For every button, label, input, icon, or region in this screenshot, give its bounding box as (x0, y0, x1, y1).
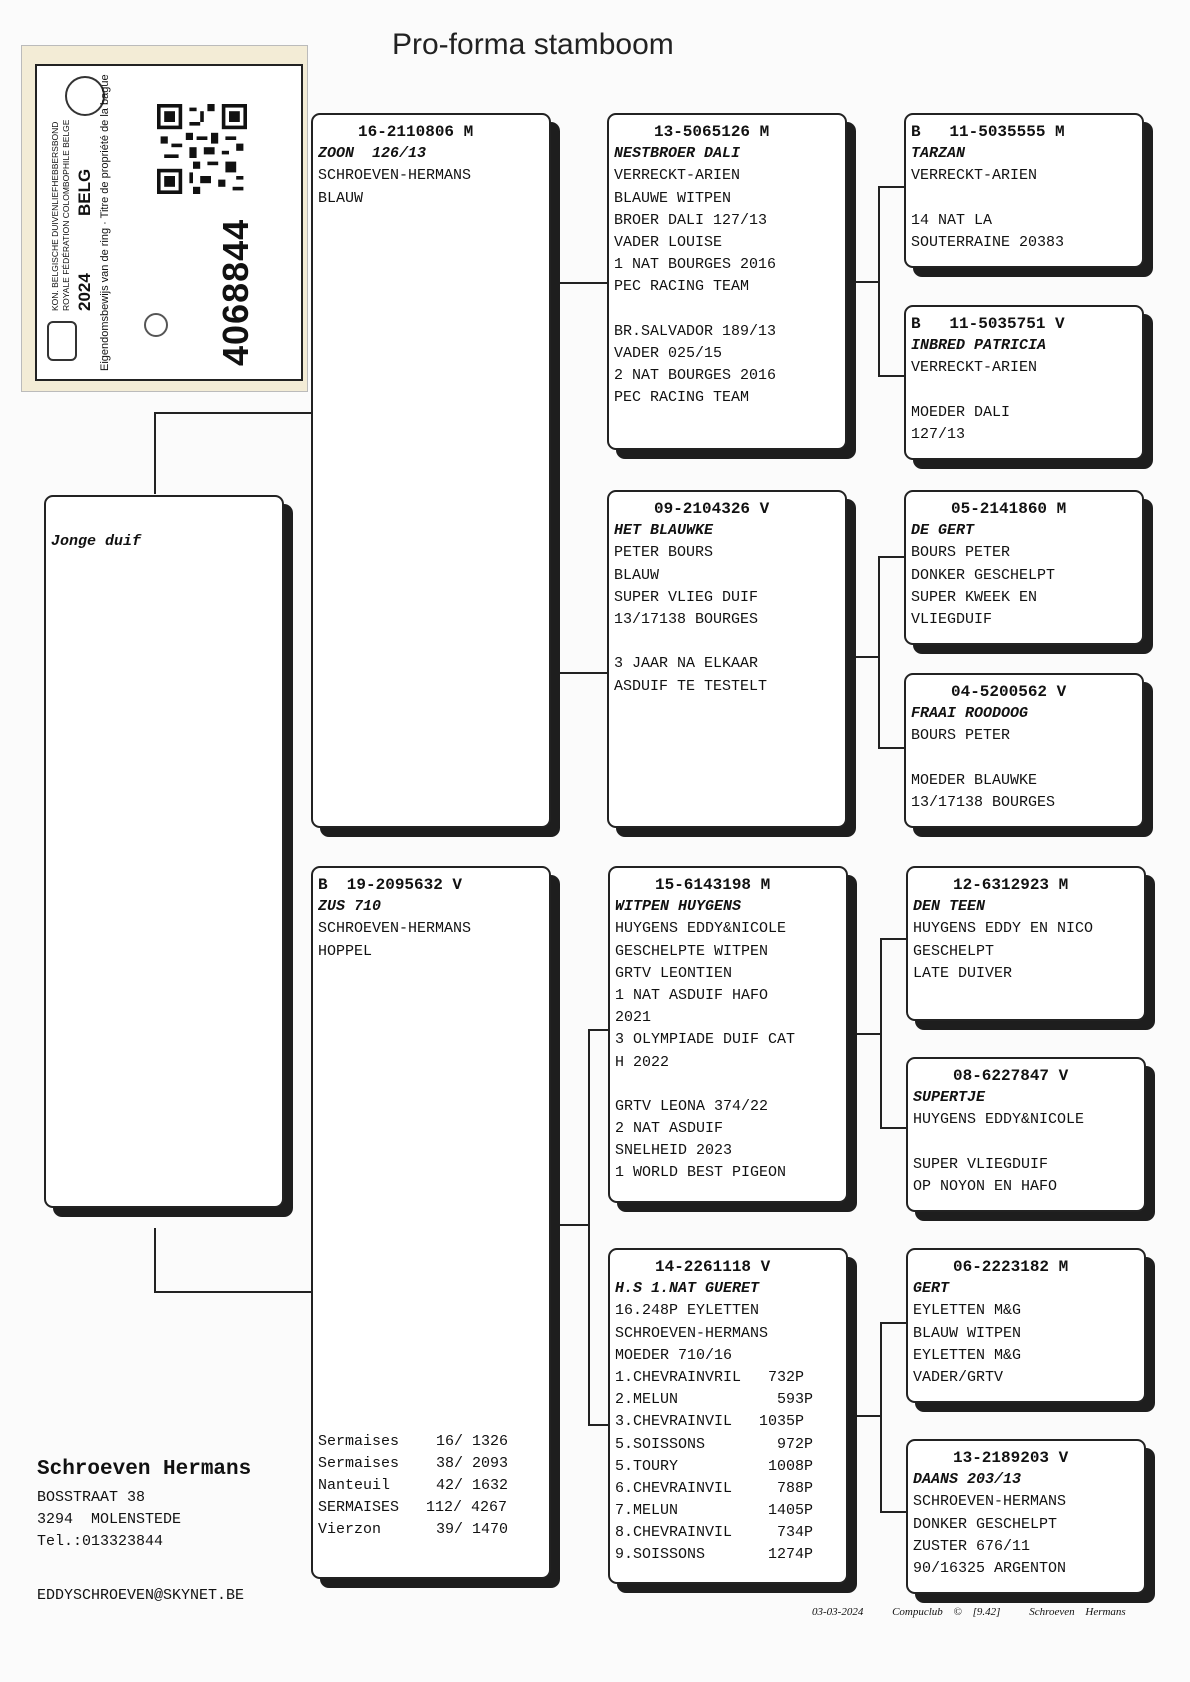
connector (556, 672, 608, 674)
info-line: 2.MELUN 593P (615, 1391, 814, 1409)
ring-number: B 11-5035555 M (911, 123, 1065, 141)
ring-card-inner (35, 64, 303, 381)
federation-name-nl: KON. BELGISCHE DUIVENLIEFHEBBERSBOND (50, 121, 60, 311)
info-line: 14 NAT LA (911, 211, 993, 229)
print-date: 03-03-2024 (812, 1606, 864, 1618)
info-line: EYLETTEN M&G (913, 1302, 1022, 1320)
connector (154, 412, 312, 414)
info-line: GESCHELPTE WITPEN (615, 942, 769, 960)
pigeon-name: HET BLAUWKE (614, 522, 714, 540)
breeder-street: BOSSTRAAT 38 (37, 1489, 146, 1506)
pigeon-name: H.S 1.NAT GUERET (615, 1280, 760, 1298)
info-line: 1 NAT BOURGES 2016 (614, 256, 777, 274)
info-line: 16.248P EYLETTEN (615, 1302, 760, 1320)
great-grandparent-card (906, 866, 1146, 1021)
info-line: 3 OLYMPIADE DUIF CAT (615, 1031, 796, 1049)
info-line: GRTV LEONTIEN (615, 964, 733, 982)
info-line: MOEDER BLAUWKE (911, 771, 1038, 789)
info-line: SCHROEVEN-HERMANS (615, 1324, 769, 1342)
great-grandparent-card (904, 113, 1144, 268)
info-line: SUPER VLIEG DUIF (614, 588, 759, 606)
breeder-email: EDDYSCHROEVEN@SKYNET.BE (37, 1587, 245, 1604)
pigeon-name: INBRED PATRICIA (911, 337, 1047, 355)
qr-code-icon (157, 104, 247, 194)
ring-number: B 19-2095632 V (318, 876, 463, 894)
software-credit: Compuclub © [9.42] (892, 1606, 1001, 1618)
info-line: 5.TOURY 1008P (615, 1457, 814, 1475)
ring-ownership-card (21, 45, 308, 392)
subject-label: Jonge duif (51, 533, 142, 550)
ring-number: 13-5065126 M (654, 123, 770, 141)
result-place: Vierzon (318, 1521, 382, 1538)
ring-country: BELG (75, 168, 94, 216)
info-line (911, 380, 1137, 402)
great-grandparent-card (906, 1057, 1146, 1212)
pigeon-name: NESTBROER DALI (614, 145, 741, 163)
info-line: HUYGENS EDDY&NICOLE (615, 920, 787, 938)
connector (854, 1415, 881, 1417)
info-line: HUYGENS EDDY&NICOLE (913, 1111, 1085, 1129)
info-line: ASDUIF TE TESTELT (614, 677, 768, 695)
great-grandparent-card (904, 305, 1144, 460)
info-line: 2 NAT ASDUIF (615, 1120, 724, 1138)
info-line: SUPER KWEEK EN (911, 588, 1038, 606)
info-line: 6.CHEVRAINVIL 788P (615, 1479, 814, 1497)
info-line: 3.CHEVRAINVIL 1035P (615, 1413, 805, 1431)
ring-number: 05-2141860 M (951, 500, 1067, 518)
result-score: 16/ 1326 (436, 1433, 509, 1450)
connector (878, 186, 904, 188)
info-line: ZUSTER 676/11 (913, 1537, 1031, 1555)
pigeon-name: ZOON 126/13 (318, 145, 427, 163)
connector (878, 747, 904, 749)
info-line: VERRECKT-ARIEN (614, 167, 741, 185)
info-line: 5.SOISSONS 972P (615, 1435, 814, 1453)
info-line: 2 NAT BOURGES 2016 (614, 367, 777, 385)
connector (588, 1424, 608, 1426)
info-line: H 2022 (615, 1053, 670, 1071)
result-row (318, 1431, 508, 1453)
ring-number: 04-5200562 V (951, 683, 1067, 701)
connector (852, 656, 879, 658)
connector (588, 1029, 590, 1425)
ring-number: 12-6312923 M (953, 876, 1069, 894)
connector (878, 556, 880, 748)
connector (588, 1029, 608, 1031)
info-line: MOEDER DALI (911, 403, 1011, 421)
info-line: VERRECKT-ARIEN (911, 167, 1038, 185)
result-row (318, 1453, 508, 1475)
info-line: DONKER GESCHELPT (913, 1515, 1058, 1533)
connector (880, 1322, 882, 1512)
info-line: BR.SALVADOR 189/13 (614, 322, 777, 340)
grandparent-card (608, 1248, 848, 1584)
info-line: PEC RACING TEAM (614, 389, 750, 407)
info-line: BOURS PETER (911, 544, 1011, 562)
subject-card (44, 495, 284, 1208)
pigeon-name: GERT (913, 1280, 950, 1298)
ring-number: 08-6227847 V (953, 1067, 1069, 1085)
connector (880, 1322, 906, 1324)
info-line: GESCHELPT (913, 942, 995, 960)
info-line: MOEDER 710/16 (615, 1346, 733, 1364)
result-place: Sermaises (318, 1455, 400, 1472)
info-line: 9.SOISSONS 1274P (615, 1546, 814, 1564)
breeder-city: 3294 MOLENSTEDE (37, 1511, 182, 1528)
info-line: VERRECKT-ARIEN (911, 359, 1038, 377)
grandparent-card (608, 866, 848, 1203)
info-line: OP NOYON EN HAFO (913, 1177, 1058, 1195)
ring-number: 15-6143198 M (655, 876, 771, 894)
pigeon-name: WITPEN HUYGENS (615, 898, 742, 916)
info-line: 3 JAAR NA ELKAAR (614, 655, 759, 673)
info-line: 1 NAT ASDUIF HAFO (615, 986, 769, 1004)
info-line (614, 299, 840, 321)
info-line (913, 1132, 1139, 1154)
ring-number: 06-2223182 M (953, 1258, 1069, 1276)
pigeon-name: FRAAI ROODOOG (911, 705, 1029, 723)
connector (880, 1511, 906, 1513)
page-title: Pro-forma stamboom (392, 28, 674, 61)
result-score: 38/ 2093 (436, 1455, 509, 1472)
pigeon-name: SUPERTJE (913, 1089, 986, 1107)
result-place: Sermaises (318, 1433, 400, 1450)
info-line: 13/17138 BOURGES (911, 793, 1056, 811)
crown-emblem-icon (47, 321, 77, 361)
info-line: SUPER VLIEGDUIF (913, 1155, 1049, 1173)
connector (852, 281, 879, 283)
footer (812, 1606, 1126, 1618)
breeder-line: SCHROEVEN-HERMANS (318, 167, 472, 185)
result-row (318, 1497, 508, 1519)
federation-name-fr: ROYALE FÉDÉRATION COLOMBOPHILE BELGE (61, 119, 71, 311)
great-grandparent-card (904, 490, 1144, 645)
info-line: 90/16325 ARGENTON (913, 1559, 1067, 1577)
info-line: VADER LOUISE (614, 233, 723, 251)
info-line (614, 631, 840, 653)
connector (880, 1127, 906, 1129)
result-row (318, 1475, 508, 1497)
connector (878, 556, 904, 558)
info-line: LATE DUIVER (913, 964, 1013, 982)
color-line: HOPPEL (318, 942, 373, 960)
pigeon-name: DEN TEEN (913, 898, 986, 916)
dam-results (318, 1431, 508, 1541)
pigeon-name: ZUS 710 (318, 898, 382, 916)
info-line: BLAUW WITPEN (913, 1324, 1022, 1342)
great-grandparent-card (904, 673, 1144, 828)
great-grandparent-card (906, 1248, 1146, 1403)
pigeon-name: TARZAN (911, 145, 966, 163)
ring-number: 16-2110806 M (358, 123, 474, 141)
info-line: VLIEGDUIF (911, 610, 993, 628)
pigeon-name: DE GERT (911, 522, 975, 540)
result-row (318, 1519, 508, 1541)
info-line: 1.CHEVRAINVRIL 732P (615, 1368, 805, 1386)
ring-number: 13-2189203 V (953, 1449, 1069, 1467)
ring-number: B 11-5035751 V (911, 315, 1065, 333)
info-line: DONKER GESCHELPT (911, 566, 1056, 584)
breeder-line: SCHROEVEN-HERMANS (318, 920, 472, 938)
info-line: BLAUW (614, 566, 660, 584)
breeder-phone: Tel.:013323844 (37, 1533, 164, 1550)
info-line (615, 1074, 841, 1096)
info-line: SNELHEID 2023 (615, 1142, 733, 1160)
info-line: 2021 (615, 1009, 652, 1027)
connector (854, 1033, 881, 1035)
info-line: 7.MELUN 1405P (615, 1502, 814, 1520)
connector (878, 375, 904, 377)
info-line: SOUTERRAINE 20383 (911, 233, 1065, 251)
info-line: VADER/GRTV (913, 1368, 1004, 1386)
parent-card-sire (311, 113, 551, 828)
info-line: HUYGENS EDDY EN NICO (913, 920, 1094, 938)
grandparent-card (607, 113, 847, 450)
info-line: 8.CHEVRAINVIL 734P (615, 1524, 814, 1542)
breeder-name: Schroeven Hermans (37, 1458, 252, 1481)
ownership-text: Eigendomsbewijs van de ring · Titre de propriété de la bague (99, 74, 111, 371)
pigeon-name: DAANS 203/13 (913, 1471, 1022, 1489)
result-score: 39/ 1470 (436, 1521, 509, 1538)
breeder-info (37, 1459, 251, 1553)
info-line: BROER DALI 127/13 (614, 211, 768, 229)
info-line: PETER BOURS (614, 544, 714, 562)
info-line: 127/13 (911, 425, 966, 443)
connector (154, 1228, 156, 1292)
connector (154, 1291, 312, 1293)
ring-number: 4068844 (215, 218, 256, 366)
info-line (911, 188, 1137, 210)
info-line: SCHROEVEN-HERMANS (913, 1493, 1067, 1511)
color-line: BLAUW (318, 189, 364, 207)
result-score: 42/ 1632 (436, 1477, 509, 1494)
result-score: 112/ 4267 (426, 1499, 508, 1516)
ring-card-hole (144, 313, 168, 337)
info-line (911, 748, 1137, 770)
info-line: VADER 025/15 (614, 344, 723, 362)
grandparent-card (607, 490, 847, 828)
info-line: BLAUWE WITPEN (614, 189, 732, 207)
ring-number: 14-2261118 V (655, 1258, 771, 1276)
result-place: Nanteuil (318, 1477, 391, 1494)
connector (556, 282, 608, 284)
info-line: GRTV LEONA 374/22 (615, 1097, 769, 1115)
great-grandparent-card (906, 1439, 1146, 1594)
info-line: PEC RACING TEAM (614, 278, 750, 296)
result-place: SERMAISES (318, 1499, 400, 1516)
connector (880, 938, 906, 940)
info-line: 13/17138 BOURGES (614, 610, 759, 628)
info-line: 1 WORLD BEST PIGEON (615, 1164, 787, 1182)
info-line: BOURS PETER (911, 727, 1011, 745)
ring-number: 09-2104326 V (654, 500, 770, 518)
connector (154, 412, 156, 494)
footer-owner: Schroeven Hermans (1029, 1606, 1126, 1618)
info-line: EYLETTEN M&G (913, 1346, 1022, 1364)
ring-year: 2024 (75, 273, 94, 311)
